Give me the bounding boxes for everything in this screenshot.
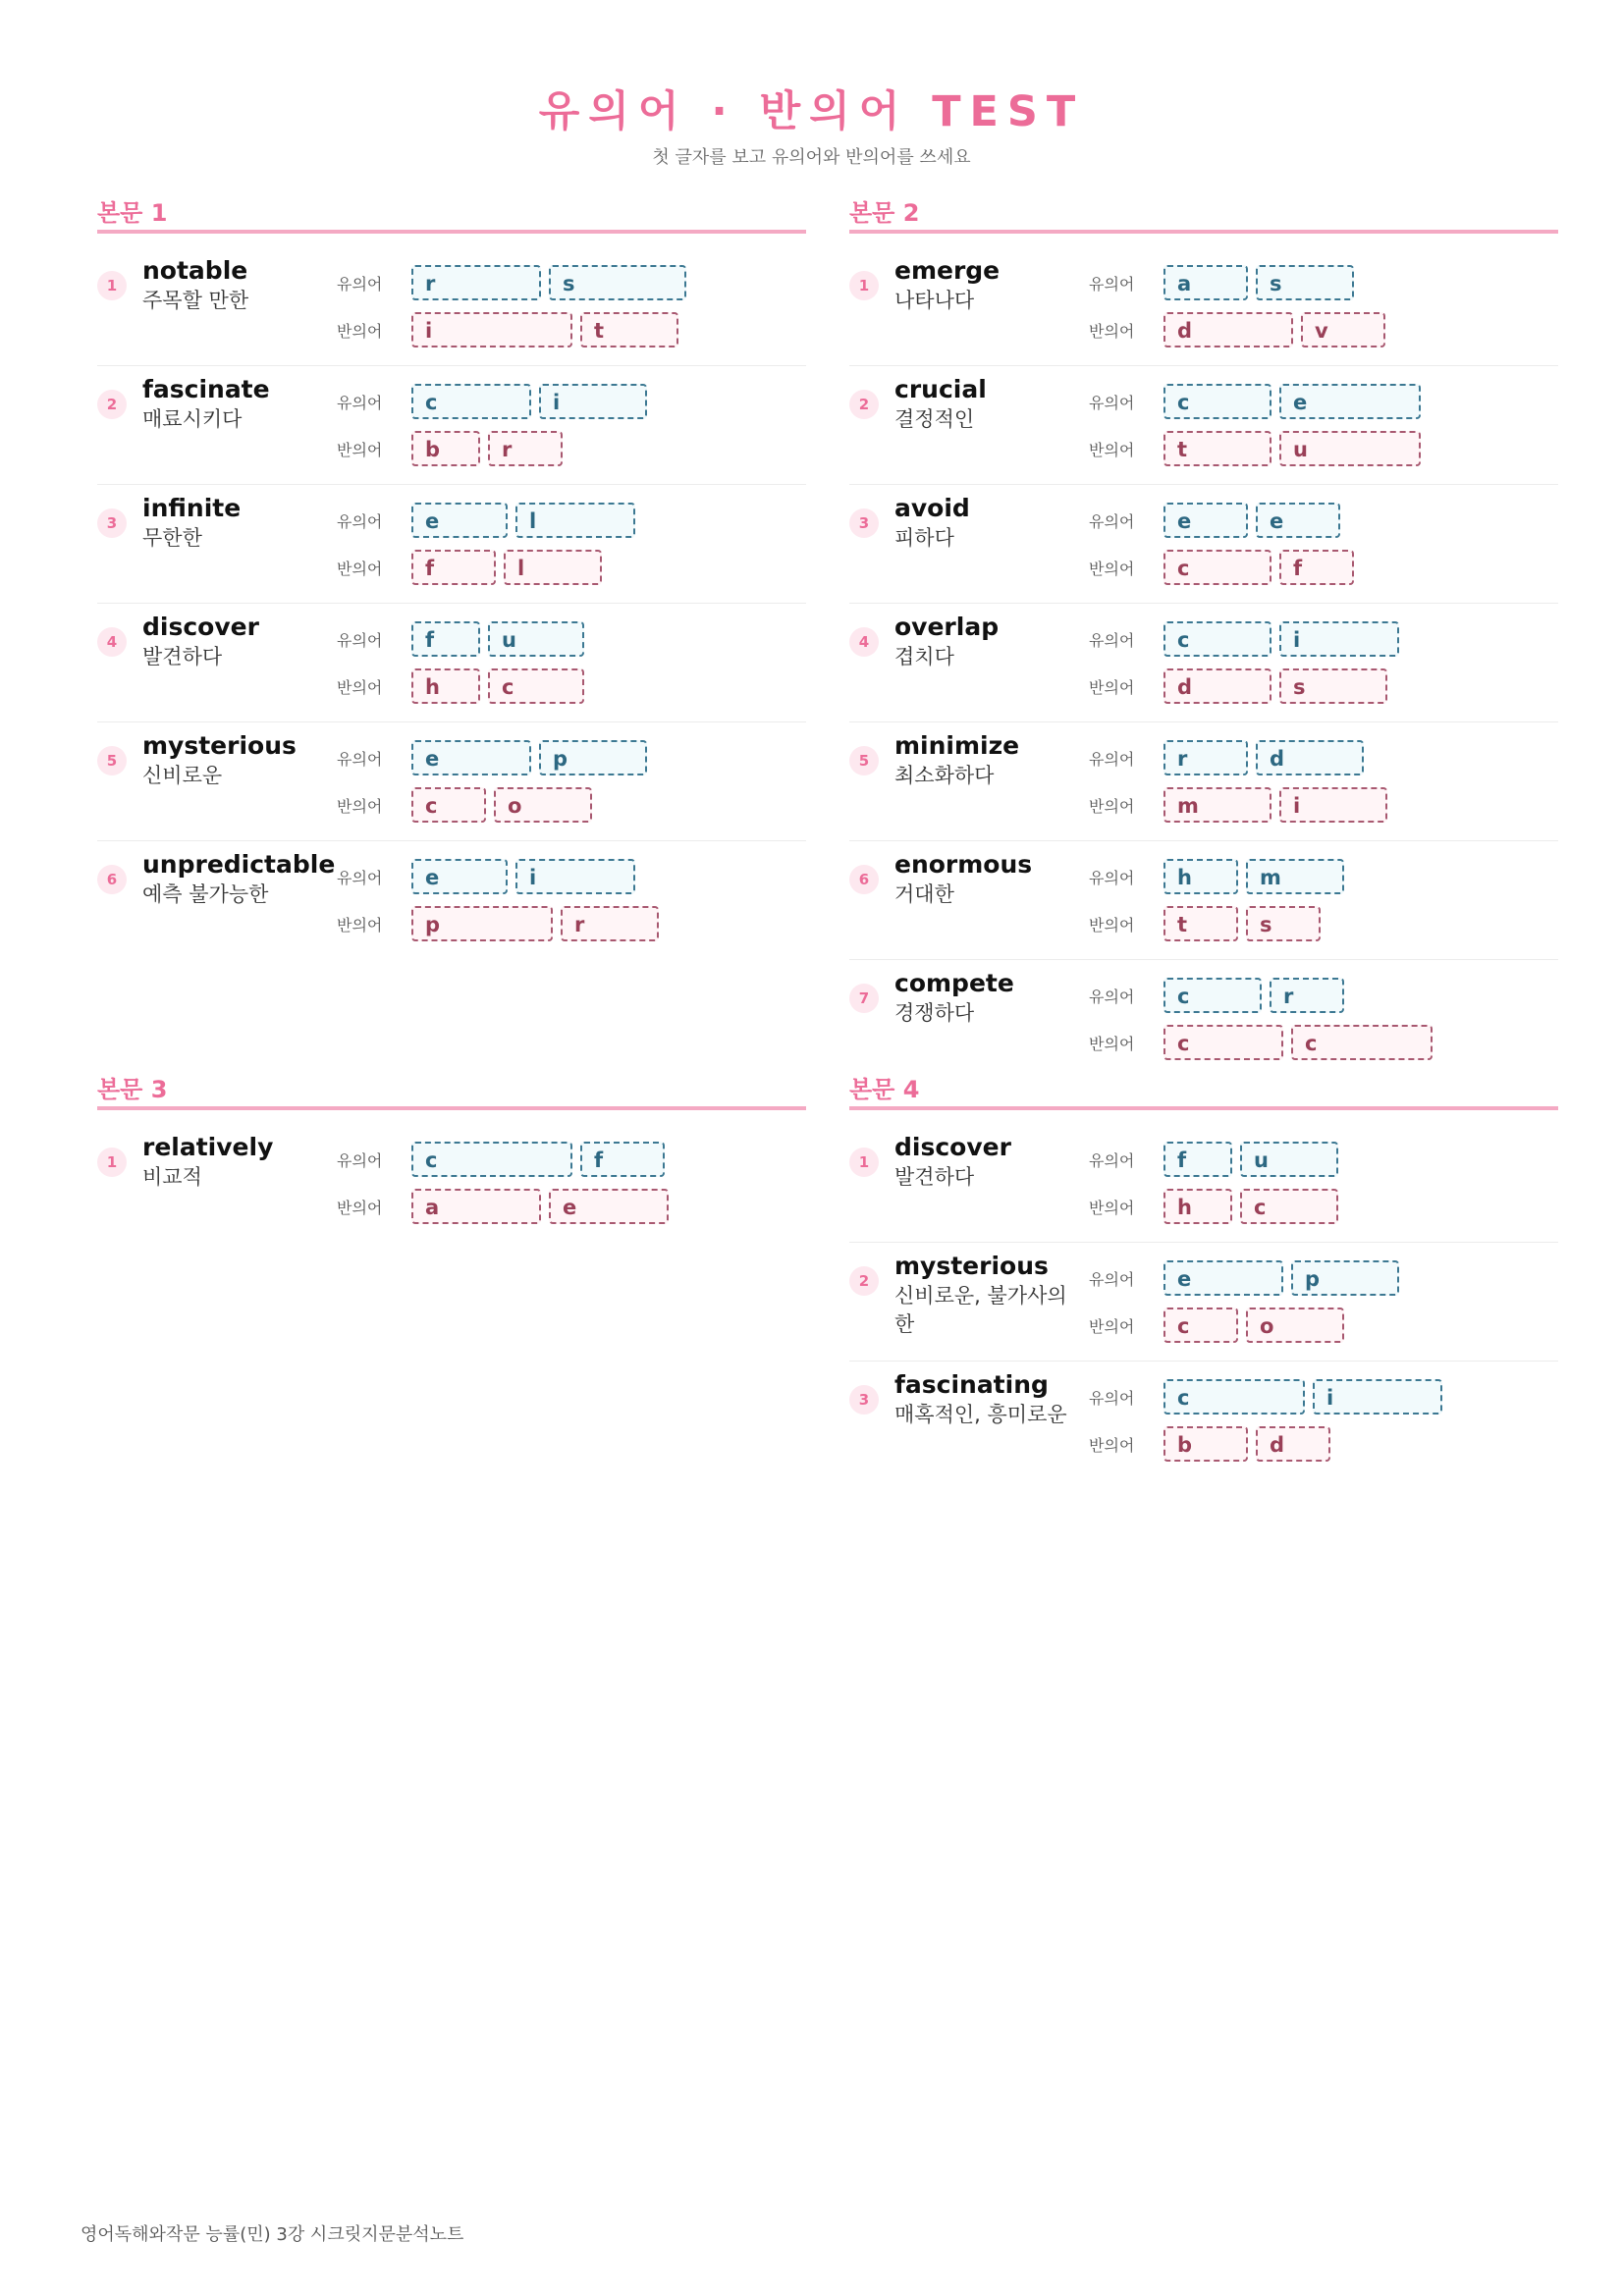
vocab-word: infinite [142,494,242,522]
vocab-meaning: 비교적 [142,1165,202,1189]
synonym-label: 유의어 [1089,987,1135,1006]
antonym-blank[interactable]: u [1279,431,1421,466]
antonym-label: 반의어 [337,440,383,459]
synonym-blank[interactable]: f [1163,1142,1232,1177]
antonym-blank[interactable]: b [411,431,480,466]
entry-number-badge: 5 [849,746,879,775]
synonym-label: 유의어 [337,630,383,650]
synonym-blank[interactable]: e [411,503,508,538]
synonym-label: 유의어 [337,1150,383,1170]
synonym-blank[interactable]: e [1279,384,1421,419]
antonym-label: 반의어 [1089,796,1135,816]
antonym-blank[interactable]: c [488,668,584,704]
antonym-label: 반의어 [1089,559,1135,578]
synonym-label: 유의어 [1089,511,1135,531]
antonym-row [337,1183,806,1230]
synonym-row [337,734,806,781]
synonym-blank[interactable]: e [1163,1260,1283,1296]
synonym-row [1089,853,1558,900]
vocab-word: crucial [894,375,987,403]
entry-number-badge: 2 [97,390,127,419]
vocab-word: overlap [894,613,1000,641]
synonym-blank[interactable]: c [1163,1379,1305,1415]
antonym-blank[interactable]: m [1163,787,1271,823]
synonym-blank[interactable]: s [549,265,686,300]
synonym-blank[interactable]: r [411,265,541,300]
vocab-word: enormous [894,850,1033,879]
antonym-row [337,781,806,828]
vocab-entry [849,960,1558,1078]
synonym-blank[interactable]: i [539,384,647,419]
synonym-row [1089,259,1558,306]
synonym-row [1089,1373,1558,1420]
section-heading: 본문 2 [849,196,1558,234]
synonym-row [1089,734,1558,781]
synonym-blank[interactable]: c [1163,384,1271,419]
vocab-word: mysterious [142,731,297,760]
synonym-blank[interactable]: f [580,1142,665,1177]
antonym-blank[interactable]: c [1163,1025,1283,1060]
vocab-entry [849,841,1558,960]
synonym-blank[interactable]: p [1291,1260,1399,1296]
answer-rows [1089,1255,1558,1349]
answer-rows [1089,734,1558,828]
synonym-blank[interactable]: c [411,384,531,419]
synonym-label: 유의어 [1089,274,1135,294]
antonym-row [1089,1302,1558,1349]
antonym-row [337,306,806,353]
synonym-blank[interactable]: e [411,740,531,775]
section-2 [849,196,1558,1078]
answer-rows [1089,259,1558,353]
synonym-row [1089,1255,1558,1302]
synonym-blank[interactable]: u [488,621,584,657]
vocab-word: minimize [894,731,1020,760]
antonym-blank[interactable]: c [1163,1308,1238,1343]
vocab-entry [849,485,1558,604]
entry-number-badge: 7 [849,984,879,1013]
antonym-label: 반의어 [1089,1034,1135,1053]
vocab-word: mysterious [894,1252,1049,1280]
synonym-blank[interactable]: e [411,859,508,894]
vocab-meaning: 발견하다 [142,645,223,668]
entry-number-badge: 1 [849,271,879,300]
antonym-blank[interactable]: s [1246,906,1321,941]
antonym-blank[interactable]: d [1163,312,1293,347]
antonym-row [337,663,806,710]
antonym-row [337,425,806,472]
synonym-blank[interactable]: m [1246,859,1344,894]
answer-rows [337,734,806,828]
antonym-label: 반의어 [1089,1435,1135,1455]
vocab-meaning: 경쟁하다 [894,1001,975,1025]
answer-rows [1089,615,1558,710]
antonym-row [1089,1183,1558,1230]
vocab-entry [849,366,1558,485]
synonym-row [1089,972,1558,1019]
synonym-blank[interactable]: c [1163,621,1271,657]
antonym-blank[interactable]: t [1163,906,1238,941]
antonym-label: 반의어 [337,1198,383,1217]
synonym-label: 유의어 [1089,868,1135,887]
vocab-word: discover [894,1133,1011,1161]
vocab-entry [849,604,1558,722]
page-subtitle: 첫 글자를 보고 유의어와 반의어를 쓰세요 [652,147,971,168]
synonym-blank[interactable]: d [1256,740,1364,775]
vocab-meaning: 매혹적인, 흥미로운 [894,1403,1067,1426]
synonym-blank[interactable]: i [1313,1379,1442,1415]
vocab-meaning: 무한한 [142,526,202,550]
vocab-entry [97,366,806,485]
entry-list [849,234,1558,1078]
synonym-label: 유의어 [1089,749,1135,769]
synonym-blank[interactable]: p [539,740,647,775]
answer-rows [1089,1136,1558,1230]
vocab-entry [849,1124,1558,1243]
antonym-label: 반의어 [1089,915,1135,934]
antonym-blank[interactable]: o [1246,1308,1344,1343]
synonym-blank[interactable]: e [1163,503,1248,538]
vocab-meaning: 신비로운 [142,764,223,787]
synonym-row [1089,378,1558,425]
antonym-blank[interactable]: r [561,906,659,941]
vocab-word: emerge [894,256,1001,285]
synonym-row [337,259,806,306]
antonym-blank[interactable]: c [1240,1189,1338,1224]
answer-rows [337,497,806,591]
antonym-row [1089,1019,1558,1066]
synonym-blank[interactable]: h [1163,859,1238,894]
antonym-row [1089,306,1558,353]
synonym-blank[interactable]: f [411,621,480,657]
antonym-blank[interactable]: r [488,431,563,466]
vocab-entry [849,1243,1558,1362]
antonym-label: 반의어 [1089,1198,1135,1217]
vocab-meaning: 결정적인 [894,407,975,431]
antonym-row [1089,663,1558,710]
antonym-blank[interactable]: h [1163,1189,1232,1224]
answer-rows [1089,853,1558,947]
antonym-label: 반의어 [337,677,383,697]
antonym-blank[interactable]: i [411,312,572,347]
vocab-entry [97,841,806,959]
vocab-word: unpredictable [142,850,336,879]
antonym-label: 반의어 [337,321,383,341]
vocab-entry [97,485,806,604]
synonym-label: 유의어 [1089,630,1135,650]
synonym-blank[interactable]: a [1163,265,1248,300]
synonym-blank[interactable]: c [1163,978,1262,1013]
section-heading: 본문 1 [97,196,806,234]
antonym-blank[interactable]: b [1163,1426,1248,1462]
synonym-label: 유의어 [1089,393,1135,412]
vocab-meaning: 최소화하다 [894,764,995,787]
vocab-word: relatively [142,1133,274,1161]
vocab-entry [97,604,806,722]
answer-rows [1089,378,1558,472]
vocab-meaning: 겹치다 [894,645,954,668]
section-heading: 본문 3 [97,1073,806,1110]
vocab-word: compete [894,969,1014,997]
answer-rows [1089,497,1558,591]
antonym-row [1089,900,1558,947]
synonym-label: 유의어 [1089,1150,1135,1170]
antonym-blank[interactable]: f [411,550,496,585]
synonym-label: 유의어 [337,511,383,531]
synonym-label: 유의어 [337,749,383,769]
answer-rows [1089,972,1558,1066]
entry-list [849,1110,1558,1479]
entry-number-badge: 3 [849,508,879,538]
section-heading: 본문 4 [849,1073,1558,1110]
synonym-row [337,853,806,900]
entry-number-badge: 5 [97,746,127,775]
entry-number-badge: 6 [849,865,879,894]
vocab-entry [849,722,1558,841]
synonym-blank[interactable]: s [1256,265,1354,300]
antonym-label: 반의어 [337,559,383,578]
antonym-blank[interactable]: p [411,906,553,941]
antonym-row [1089,1420,1558,1468]
antonym-blank[interactable]: e [549,1189,669,1224]
synonym-blank[interactable]: c [411,1142,572,1177]
antonym-blank[interactable]: c [1291,1025,1433,1060]
entry-number-badge: 4 [849,627,879,657]
vocab-meaning: 예측 불가능한 [142,882,269,906]
entry-number-badge: 6 [97,865,127,894]
answer-rows [337,378,806,472]
antonym-blank[interactable]: t [1163,431,1271,466]
answer-rows [1089,1373,1558,1468]
vocab-meaning: 신비로운, 불가사의한 [894,1284,1067,1336]
synonym-blank[interactable]: l [515,503,635,538]
synonym-blank[interactable]: e [1256,503,1340,538]
antonym-blank[interactable]: f [1279,550,1354,585]
vocab-entry [97,247,806,366]
vocab-meaning: 발견하다 [894,1165,975,1189]
synonym-label: 유의어 [1089,1388,1135,1408]
vocab-entry [849,247,1558,366]
vocab-meaning: 나타나다 [894,289,975,312]
synonym-row [337,1136,806,1183]
synonym-blank[interactable]: i [515,859,635,894]
synonym-label: 유의어 [1089,1269,1135,1289]
antonym-blank[interactable]: i [1279,787,1387,823]
entry-number-badge: 1 [849,1148,879,1177]
answer-rows [337,853,806,947]
synonym-blank[interactable]: r [1270,978,1344,1013]
synonym-blank[interactable]: i [1279,621,1399,657]
antonym-label: 반의어 [337,796,383,816]
vocab-word: avoid [894,494,970,522]
antonym-blank[interactable]: d [1256,1426,1330,1462]
synonym-blank[interactable]: u [1240,1142,1338,1177]
vocab-meaning: 피하다 [894,526,954,550]
antonym-row [1089,544,1558,591]
vocab-meaning: 주목할 만한 [142,289,249,312]
synonym-row [1089,615,1558,663]
synonym-row [337,615,806,663]
antonym-blank[interactable]: c [411,787,486,823]
antonym-row [337,544,806,591]
entry-number-badge: 2 [849,1266,879,1296]
section-4 [849,1073,1558,1479]
synonym-row [337,378,806,425]
antonym-row [1089,425,1558,472]
antonym-label: 반의어 [337,915,383,934]
vocab-entry [849,1362,1558,1479]
vocab-entry [97,722,806,841]
synonym-row [1089,1136,1558,1183]
entry-number-badge: 3 [97,508,127,538]
entry-number-badge: 2 [849,390,879,419]
answer-rows [337,259,806,353]
antonym-row [337,900,806,947]
antonym-blank[interactable]: v [1301,312,1385,347]
antonym-label: 반의어 [1089,1316,1135,1336]
entry-number-badge: 1 [97,1148,127,1177]
entry-number-badge: 3 [849,1385,879,1415]
synonym-label: 유의어 [337,868,383,887]
vocab-word: discover [142,613,259,641]
antonym-blank[interactable]: c [1163,550,1271,585]
antonym-blank[interactable]: l [504,550,602,585]
synonym-row [337,497,806,544]
vocab-meaning: 매료시키다 [142,407,243,431]
section-1 [97,196,806,959]
vocab-word: fascinate [142,375,270,403]
page-title: 유의어 · 반의어 TEST [538,87,1085,136]
entry-list [97,1110,806,1242]
entry-number-badge: 4 [97,627,127,657]
section-3 [97,1073,806,1242]
answer-rows [337,1136,806,1230]
vocab-meaning: 거대한 [894,882,954,906]
antonym-blank[interactable]: t [580,312,678,347]
synonym-blank[interactable]: r [1163,740,1248,775]
synonym-label: 유의어 [337,274,383,294]
footer-text: 영어독해와작문 능률(민) 3강 시크릿지문분석노트 [81,2224,464,2245]
antonym-blank[interactable]: d [1163,668,1271,704]
antonym-label: 반의어 [1089,321,1135,341]
antonym-blank[interactable]: a [411,1189,541,1224]
synonym-label: 유의어 [337,393,383,412]
antonym-label: 반의어 [1089,440,1135,459]
antonym-blank[interactable]: s [1279,668,1387,704]
entry-list [97,234,806,959]
answer-rows [337,615,806,710]
antonym-label: 반의어 [1089,677,1135,697]
entry-number-badge: 1 [97,271,127,300]
antonym-blank[interactable]: h [411,668,480,704]
antonym-row [1089,781,1558,828]
vocab-entry [97,1124,806,1242]
vocab-word: notable [142,256,248,285]
antonym-blank[interactable]: o [494,787,592,823]
vocab-word: fascinating [894,1370,1049,1399]
synonym-row [1089,497,1558,544]
